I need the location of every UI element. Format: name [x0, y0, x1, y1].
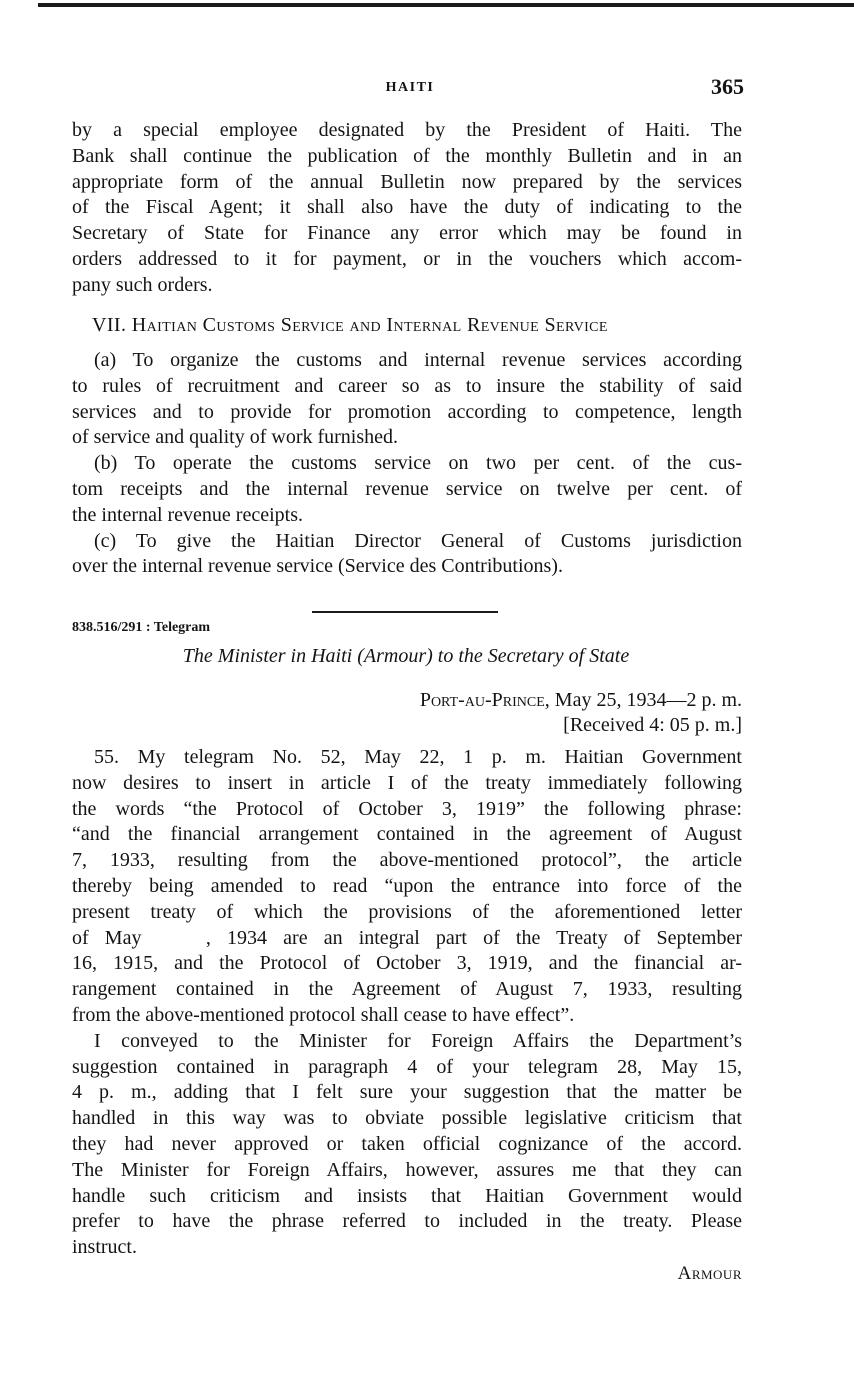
running-title: HAITI [385, 80, 435, 95]
text-line: now desires to insert in article I of the treaty immediately following [72, 771, 742, 794]
text-line: appropriate form of the annual Bulletin now prepared by the services [72, 170, 742, 193]
text-line: 55. My telegram No. 52, May 22, 1 p. m. Haitian Government [94, 746, 742, 768]
continuation-paragraph [72, 118, 742, 299]
text-line: suggestion contained in paragraph 4 of your telegram 28, May 15, [72, 1055, 742, 1078]
received-note: [Received 4: 05 p. m.] [563, 714, 742, 736]
text-line: from the above-mentioned protocol shall cease to have effect”. [72, 1003, 575, 1026]
section-paragraphs [72, 348, 742, 580]
text-line: Secretary of State for Finance any error which may be found in [72, 222, 742, 245]
telegram-body [72, 745, 742, 1261]
text-line: over the internal revenue service (Service des Contributions). [72, 555, 563, 578]
signature: Armour [677, 1263, 742, 1284]
text-line: thereby being amended to read “upon the entrance into force of the [72, 874, 742, 897]
text-line: they had never approved or taken official cognizance of the accord. [72, 1132, 742, 1155]
text-line: the internal revenue receipts. [72, 503, 303, 526]
text-line: services and to provide for promotion according to competence, length [72, 400, 742, 423]
page-number: 365 [711, 74, 744, 99]
text-line: “and the financial arrangement contained in the agreement of August [72, 823, 742, 846]
dateline-date: May 25, 1934—2 p. m. [549, 689, 742, 711]
text-line: The Minister for Foreign Affairs, however, assures me that they can [72, 1158, 742, 1181]
text-line: the words “the Protocol of October 3, 1919” the following phrase: [72, 797, 742, 820]
file-reference: 838.516/291 : Telegram [72, 620, 211, 635]
running-head [0, 74, 854, 104]
text-line: by a special employee designated by the President of Haiti. The [72, 119, 742, 141]
text-line: of May , 1934 are an integral part of the Treaty of September [72, 926, 742, 949]
text-line: to rules of recruitment and career so as to insure the stability of said [72, 374, 742, 397]
text-line: of the Fiscal Agent; it shall also have the duty of indicating to the [72, 196, 742, 219]
text-line: pany such orders. [72, 273, 213, 296]
text-line: Bank shall continue the publication of the monthly Bulletin and in an [72, 144, 742, 167]
top-rule [38, 3, 854, 7]
section-heading: VII. Haitian Customs Service and Internal Revenue Service [92, 314, 608, 336]
text-line: I conveyed to the Minister for Foreign Affairs the Department’s [94, 1029, 742, 1052]
text-line: handle such criticism and insists that Haitian Government would [72, 1184, 742, 1207]
text-line: 7, 1933, resulting from the above-mentioned protocol”, the article [72, 849, 742, 872]
text-line: 4 p. m., adding that I felt sure your suggestion that the matter be [72, 1081, 742, 1104]
text-line: instruct. [72, 1236, 137, 1259]
text-line: prefer to have the phrase referred to included in the treaty. Please [72, 1210, 742, 1233]
text-line: handled in this way was to obviate possible legislative criticism that [72, 1107, 742, 1130]
text-line: of service and quality of work furnished. [72, 426, 399, 449]
section-divider [312, 611, 498, 613]
text-line: (a) To organize the customs and internal revenue services according [94, 349, 742, 371]
text-line: rangement contained in the Agreement of August 7, 1933, resulting [72, 978, 742, 1001]
dateline-place: Port-au-Prince, [419, 689, 550, 711]
text-line: orders addressed to it for payment, or in the vouchers which accom- [72, 247, 742, 270]
text-line: (b) To operate the customs service on two per cent. of the cus- [94, 452, 742, 475]
document-title: The Minister in Haiti (Armour) to the Secretary of State [182, 645, 630, 667]
dateline [420, 689, 742, 712]
text-line: 16, 1915, and the Protocol of October 3, 1919, and the financial ar- [72, 952, 742, 975]
text-line: present treaty of which the provisions of the aforementioned letter [72, 900, 742, 923]
text-line: tom receipts and the internal revenue service on twelve per cent. of [72, 477, 742, 500]
text-line: (c) To give the Haitian Director General of Customs jurisdiction [94, 529, 742, 552]
